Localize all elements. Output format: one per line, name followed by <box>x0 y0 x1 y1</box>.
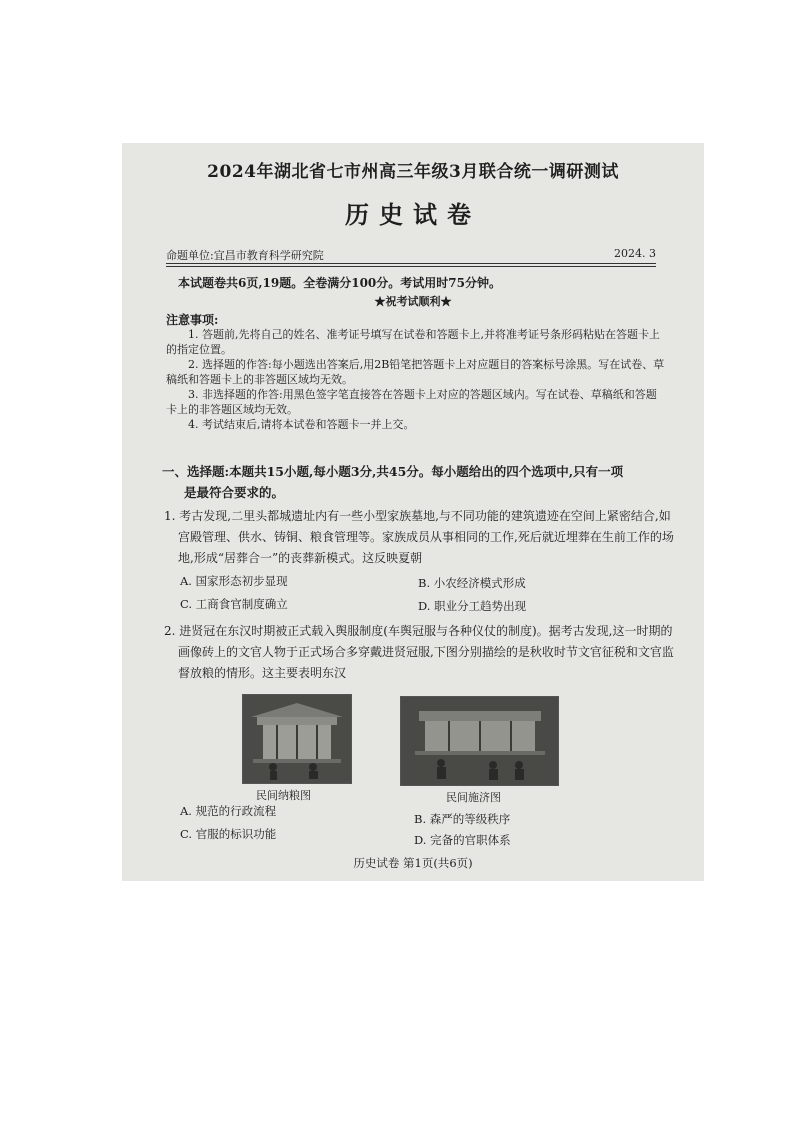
question-1-options <box>164 569 674 615</box>
option-b: B. 小农经济模式形成 <box>418 576 526 590</box>
figure-caption-right: 民间施济图 <box>446 791 501 804</box>
question-2 <box>164 621 674 684</box>
notes-list <box>166 327 666 432</box>
figure-grain-relief-image <box>401 697 558 785</box>
option-b: B. 森严的等级秩序 <box>414 812 511 826</box>
question-2-stem: 2. 进贤冠在东汉时期被正式载入舆服制度(车舆冠服与各种仪仗的制度)。据考古发现,这一时期的画像砖上的文官人物于正式场合多穿戴进贤冠服,下图分别描绘的是秋收时节文官征税和文官监督放粮的情形。这主要表明东汉 <box>164 624 674 680</box>
exam-title: 2024年湖北省七市州高三年级3月联合统一调研测试 <box>207 162 619 182</box>
org-line <box>166 247 656 263</box>
section-heading-line2: 是最符合要求的。 <box>184 485 285 500</box>
subject-title: 历史试卷 <box>345 200 481 229</box>
question-1 <box>164 506 674 615</box>
option-d: D. 职业分工趋势出现 <box>418 599 527 613</box>
header-divider-thin <box>166 266 656 267</box>
exam-intro: 本试题卷共6页,19题。全卷满分100分。考试用时75分钟。 <box>178 276 501 290</box>
note-item: 4. 考试结束后,请将本试卷和答题卡一并上交。 <box>188 418 415 431</box>
note-item: 3. 非选择题的作答:用黑色签字笔直接答在答题卡上对应的答题区域内。写在试卷、草稿纸和答题卡上的非答题区域均无效。 <box>166 388 657 416</box>
option-a: A. 国家形态初步显现 <box>180 574 288 588</box>
header-divider <box>166 263 656 264</box>
option-d: D. 完备的官职体系 <box>414 833 511 847</box>
figure-caption-left: 民间纳粮图 <box>256 789 311 802</box>
figure-grain-tax-image <box>243 695 351 783</box>
note-item: 2. 选择题的作答:每小题选出答案后,用2B铅笔把答题卡上对应题目的答案标号涂黑。写在试卷、草稿纸和答题卡上的非答题区域均无效。 <box>166 358 665 386</box>
section-heading-line1: 一、选择题:本题共15小题,每小题3分,共45分。每小题给出的四个选项中,只有一项 <box>162 464 624 479</box>
question-2-options <box>164 799 674 847</box>
figure-grain-tax <box>242 694 352 784</box>
option-a: A. 规范的行政流程 <box>180 804 277 818</box>
org-name: 命题单位:宜昌市教育科学研究院 <box>166 249 324 262</box>
figure-grain-relief <box>400 696 559 786</box>
blessing-line: ★祝考试顺利★ <box>374 295 452 308</box>
question-1-stem: 1. 考古发现,二里头都城遗址内有一些小型家族墓地,与不同功能的建筑遗迹在空间上紧密结合,如宫殿管理、供水、铸铜、粮食管理等。家族成员从事相同的工作,死后就近埋葬在生前工作的场地,形成“居葬合一”的丧葬新模式。这反映夏朝 <box>164 509 674 565</box>
page-footer: 历史试卷 第1页(共6页) <box>353 856 473 870</box>
section-heading <box>162 461 672 503</box>
note-item: 1. 答题前,先将自己的姓名、准考证号填写在试卷和答题卡上,并将准考证号条形码粘贴在答题卡上的指定位置。 <box>166 328 660 356</box>
option-c: C. 工商食官制度确立 <box>180 597 288 611</box>
notes-title: 注意事项: <box>166 313 219 327</box>
exam-sheet <box>122 143 704 881</box>
exam-date: 2024. 3 <box>614 247 656 260</box>
option-c: C. 官服的标识功能 <box>180 827 277 841</box>
